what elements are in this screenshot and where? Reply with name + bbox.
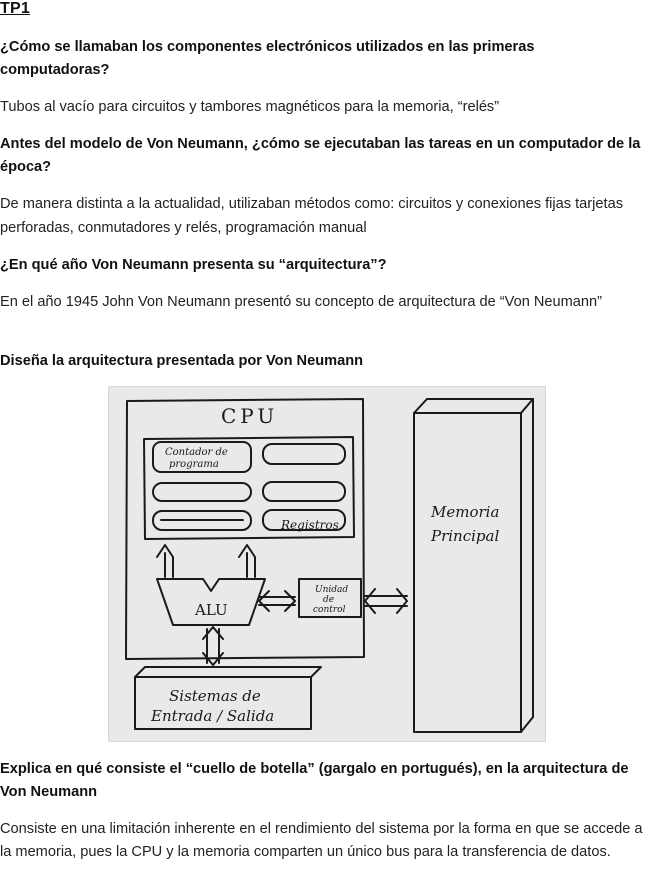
document-title: TP1 — [0, 0, 30, 17]
answer-2: De manera distinta a la actualidad, utilizaban métodos como: circuitos y conexiones fijas tarjetas perforadas, conmutadores y relés, programación manual — [0, 196, 623, 236]
answer-5: Consiste en una limitación inherente en el rendimiento del sistema por la forma en que se accede a la memoria, pues la CPU y la memoria comparten un único bus para la transferencia de datos. — [0, 821, 643, 860]
question-1: ¿Cómo se llamaban los componentes electrónicos utilizados en las primeras computadoras? — [0, 39, 535, 78]
memory-label-1: Memoria — [431, 503, 500, 521]
question-4: Diseña la arquitectura presentada por Von Neumann — [0, 353, 364, 369]
answer-1: Tubos al vacío para circuitos y tambores magnéticos para la memoria, “relés” — [0, 99, 500, 115]
question-3: ¿En qué año Von Neumann presenta su “arquitectura”? — [0, 257, 387, 273]
von-neumann-diagram — [108, 386, 546, 742]
arrow-registers-alu-left — [157, 545, 173, 577]
registers-label: Registros — [281, 518, 339, 532]
question-5: Explica en qué consiste el “cuello de botella” (gargalo en portugués), en la arquitectura de Von Neumann — [0, 761, 629, 800]
memory-label-2: Principal — [431, 527, 500, 545]
memory-box — [414, 413, 521, 732]
control-unit-label-1: Unidad — [315, 585, 349, 595]
question-2: Antes del modelo de Von Neumann, ¿cómo se ejecutaban las tareas en un computador de la época? — [0, 136, 641, 175]
alu-label: ALU — [195, 601, 228, 619]
control-unit-label-3: control — [313, 605, 346, 615]
program-counter-label-2: programa — [169, 459, 219, 470]
arrow-alu-control — [259, 591, 295, 611]
arrow-registers-alu-right — [239, 545, 255, 577]
cpu-label: CPU — [221, 404, 279, 428]
control-unit-label-2: de — [323, 595, 335, 605]
answer-3: En el año 1945 John Von Neumann presentó su concepto de arquitectura de “Von Neumann” — [0, 294, 602, 310]
io-label-1: Sistemas de — [169, 687, 261, 705]
arrow-control-memory — [365, 589, 407, 613]
arrow-alu-io — [203, 627, 223, 665]
program-counter-label-1: Contador de — [165, 447, 228, 458]
io-label-2: Entrada / Salida — [151, 707, 275, 725]
